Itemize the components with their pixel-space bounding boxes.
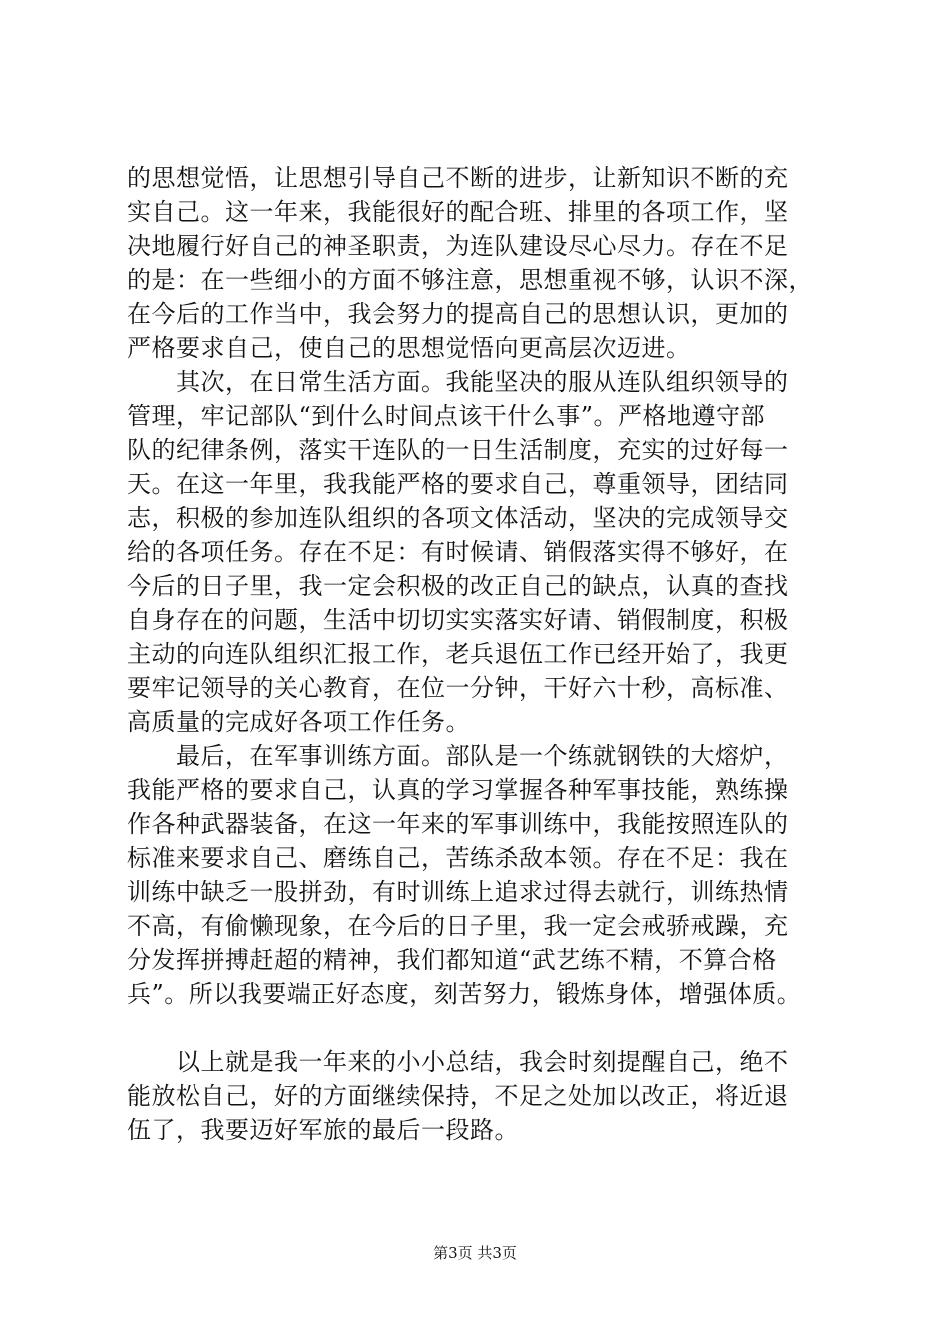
text-line: 不高，有偷懒现象，在今后的日子里，我一定会戒骄戒躁，充 [127, 912, 789, 940]
text-line: 我能严格的要求自己，认真的学习掌握各种军事技能，熟练操 [127, 776, 789, 804]
text-line: 在今后的工作当中，我会努力的提高自己的思想认识，更加的 [127, 300, 789, 328]
text-line: 给的各项任务。存在不足：有时候请、销假落实得不够好，在 [127, 538, 789, 566]
text-line: 的思想觉悟，让思想引导自己不断的进步，让新知识不断的充 [127, 164, 789, 192]
paragraph-gap [127, 1011, 847, 1045]
text-line: 实自己。这一年来，我能很好的配合班、排里的各项工作，坚 [127, 198, 789, 226]
page-number-footer: 第3页 共3页 [433, 1244, 517, 1262]
closing-line: 以上就是我一年来的小小总结，我会时刻提醒自己，绝不 [127, 1048, 789, 1076]
text-line: 兵”。所以我要端正好态度，刻苦努力，锻炼身体，增强体质。 [127, 980, 802, 1008]
document-body [127, 161, 847, 1147]
text-line: 主动的向连队组织汇报工作，老兵退伍工作已经开始了，我更 [127, 640, 789, 668]
text-line: 高质量的完成好各项工作任务。 [127, 708, 470, 736]
text-line: 训练中缺乏一股拼劲，有时训练上追求过得去就行，训练热情 [127, 878, 789, 906]
text-line: 自身存在的问题，生活中切切实实落实好请、销假制度，积极 [127, 606, 789, 634]
text-line: 决地履行好自己的神圣职责，为连队建设尽心尽力。存在不足 [127, 232, 789, 260]
text-line: 志，积极的参加连队组织的各项文体活动，坚决的完成领导交 [127, 504, 789, 532]
text-line: 要牢记领导的关心教育，在位一分钟，干好六十秒，高标准、 [127, 674, 789, 702]
text-line: 天。在这一年里，我我能严格的要求自己，尊重领导，团结同 [127, 470, 789, 498]
closing-line: 伍了，我要迈好军旅的最后一段路。 [127, 1116, 519, 1144]
closing-line: 能放松自己，好的方面继续保持，不足之处加以改正，将近退 [127, 1082, 789, 1110]
text-line: 的是：在一些细小的方面不够注意，思想重视不够，认识不深， [127, 266, 813, 294]
text-line: 管理，牢记部队“到什么时间点该干什么事”。严格地遵守部 [127, 402, 766, 430]
text-line: 队的纪律条例，落实干连队的一日生活制度，充实的过好每一 [127, 436, 789, 464]
text-line: 今后的日子里，我一定会积极的改正自己的缺点，认真的查找 [127, 572, 789, 600]
text-line: 标准来要求自己、磨练自己，苦练杀敌本领。存在不足：我在 [127, 844, 789, 872]
text-line: 最后，在军事训练方面。部队是一个练就钢铁的大熔炉， [127, 742, 789, 770]
text-line: 其次，在日常生活方面。我能坚决的服从连队组织领导的 [127, 368, 789, 396]
text-line: 分发挥拼搏赶超的精神，我们都知道“武艺练不精，不算合格 [127, 946, 777, 974]
text-line: 作各种武器装备，在这一年来的军事训练中，我能按照连队的 [127, 810, 789, 838]
text-line: 严格要求自己，使自己的思想觉悟向更高层次迈进。 [127, 334, 691, 362]
